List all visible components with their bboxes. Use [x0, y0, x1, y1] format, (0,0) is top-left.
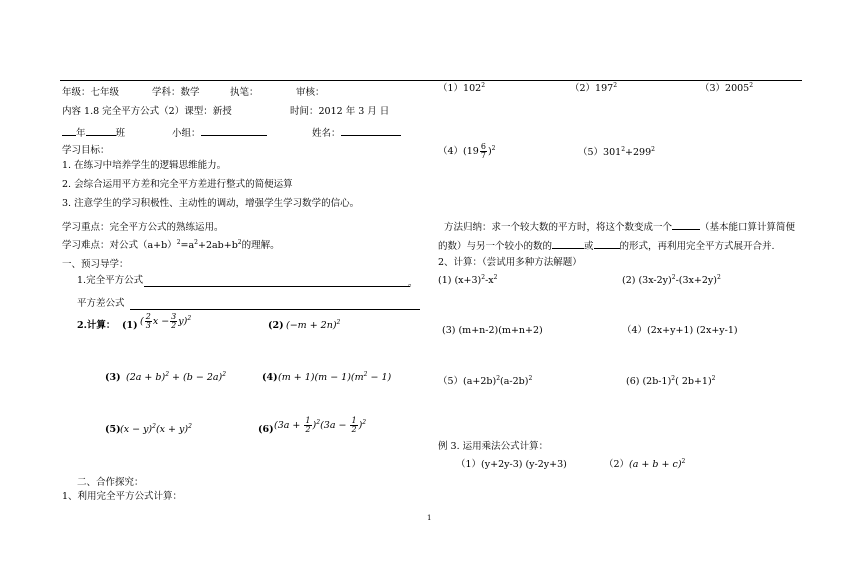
- q1-label: 1.完全平方公式: [77, 275, 144, 286]
- calc-title: 2、计算：（尝试用多种方法解题）: [438, 257, 582, 268]
- writer-label: 执笔：: [230, 87, 259, 98]
- q1-end: 。: [408, 278, 418, 289]
- q2-label: 2.计算：: [77, 320, 116, 331]
- r4: （4）(19 $\frac{6}{7}$ )$^2$: [438, 142, 496, 160]
- method-line-1: 方法归纳：求一个较大数的平方时，将这个数变成一个 （基本能口算计算简便: [444, 219, 795, 234]
- reviewer-label: 审核：: [296, 87, 325, 98]
- p1-label: (1): [122, 320, 138, 331]
- c6: (6) $(2b-1)^2$( 2b+1)$^2$: [626, 374, 716, 387]
- diff-answer-line: [130, 309, 420, 310]
- objective-1: 1. 在练习中培养学生的逻辑思维能力。: [62, 160, 227, 171]
- p3-expr: $(2a + b)^2 + (b - 2a)^2$: [126, 370, 227, 383]
- objectives-title: 学习目标：: [62, 145, 110, 156]
- difficulty-point: 学习难点：对公式$(a+b)^2=a^2+2ab+b^2$的理解。: [62, 238, 280, 251]
- p4-expr: $(m + 1)(m - 1)(m^2 - 1)$: [278, 370, 392, 383]
- c5: $(5)(a+2b)^2(a-2b)^2$: [438, 374, 533, 387]
- q1-answer-line: [144, 286, 410, 287]
- c4: （4）(2x+y+1) (2x+y-1): [622, 325, 738, 336]
- p1-expr: ( $\frac{2}{3}$ x − $\frac{3}{2}$ y)$^2$: [140, 312, 192, 330]
- subject-label: 学科：数学: [152, 87, 200, 98]
- r3: （3）2005$^2$: [700, 81, 754, 94]
- c2: (2) $(3x-2y)^2-(3x+2y)^2$: [622, 273, 721, 286]
- c1: (1) $(x+3)^2-x^2$: [438, 273, 498, 286]
- group-field: 小组：: [172, 125, 267, 140]
- p6-label: (6): [258, 424, 274, 435]
- p5-label: (5): [105, 424, 121, 435]
- content-label: 内容 1.8 完全平方公式（2）课型：新授: [62, 106, 232, 117]
- p5-expr: $(x - y)^2(x + y)^2$: [120, 422, 192, 435]
- objective-3: 3. 注意学生的学习积极性、主动性的调动，增强学生学习数学的信心。: [62, 198, 360, 209]
- r5: $(5)301^2+299^2$: [578, 145, 655, 158]
- key-point: 学习重点：完全平方公式的熟练运用。: [62, 222, 224, 233]
- e1: （1）(y+2y-3) (y-2y+3): [456, 459, 567, 470]
- time-label: 时间：2012 年 3 月 日: [290, 106, 390, 117]
- class-line: 年 班: [62, 125, 125, 140]
- grade-label: 年级：七年级: [62, 87, 120, 98]
- p6-expr: (3a + $\frac{1}{2}$ )$^2$(3a − $\frac{1}{2}$ )$^2$: [274, 416, 367, 434]
- objective-2: 2. 会综合运用平方差和完全平方差进行整式的简便运算: [62, 179, 293, 190]
- c3: (3) (m+n-2)(m+n+2): [442, 325, 543, 336]
- p3-label: (3): [105, 372, 121, 383]
- r2: $(2)197^2$: [570, 81, 618, 94]
- r1: $(1)102^2$: [438, 81, 486, 94]
- section2-sub: 1、利用完全平方公式计算：: [62, 491, 183, 502]
- p4-label: (4): [262, 372, 278, 383]
- page-number: 1: [427, 514, 432, 522]
- p2-label: (2): [268, 320, 284, 331]
- e2: $(2)(a + b + c)^2$: [604, 457, 686, 470]
- section2-title: 二、合作探究：: [77, 477, 144, 488]
- example3-title: 例 3. 运用乘法公式计算：: [438, 441, 549, 452]
- name-field: 姓名：: [312, 125, 401, 140]
- method-line-2: 的数）与另一个较小的数的 或 的形式，再利用完全平方式展开合并.: [438, 238, 775, 253]
- p2-expr: $(-m + 2n)^2$: [286, 318, 341, 331]
- diff-formula-label: 平方差公式: [77, 298, 125, 309]
- section1-title: 一、预习导学：: [62, 259, 129, 270]
- top-rule: [60, 80, 802, 81]
